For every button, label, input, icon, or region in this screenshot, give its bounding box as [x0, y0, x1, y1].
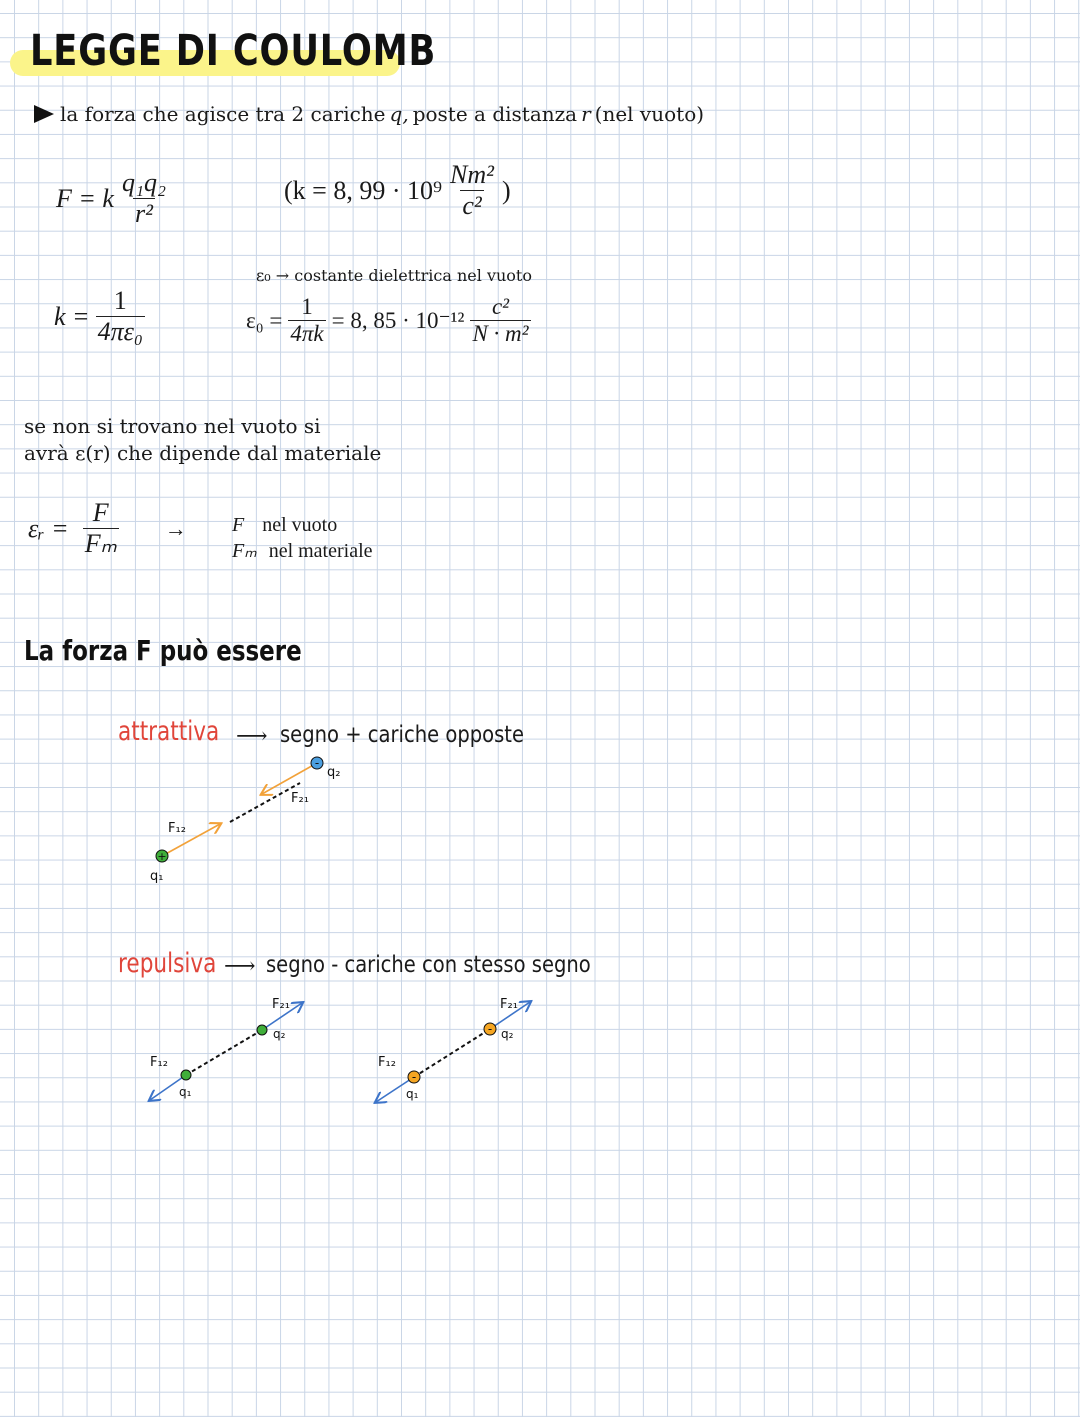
rep-pos-charge-q1 — [181, 1070, 191, 1080]
material-note-line-2: avrà ε(r) che dipende dal materiale — [24, 441, 382, 465]
attr-f21-label: F₂₁ — [291, 791, 309, 806]
rep-pos-q1-label: q₁ — [179, 1085, 192, 1099]
page-title: LEGGE DI COULOMB — [30, 26, 437, 76]
formula-num: q₁q₂ — [121, 168, 167, 197]
eps-units-den: N · m² — [472, 321, 529, 346]
attrattiva-desc: segno + cariche opposte — [280, 722, 524, 748]
rep-neg-q1-sign: - — [411, 1070, 417, 1084]
attr-q2-sign: - — [314, 756, 320, 770]
epsilon-note: ε₀ → costante dielettrica nel vuoto — [256, 266, 532, 285]
intro-text: la forza che agisce tra 2 cariche — [60, 102, 386, 126]
legend-desc-vacuum: nel vuoto — [262, 514, 338, 536]
rep-neg-q1-label: q₁ — [406, 1087, 419, 1101]
k-units-num: Nm² — [450, 160, 494, 189]
rep-neg-f12-label: F₁₂ — [378, 1055, 396, 1070]
eps-num: 1 — [301, 294, 313, 319]
rep-pos-f21-label: F₂₁ — [272, 997, 290, 1012]
attr-q1-sign: + — [157, 850, 167, 863]
force-heading: La forza F può essere — [24, 634, 302, 667]
attr-q2-label: q₂ — [327, 765, 341, 780]
attrattiva-arrow-icon: ⟶ — [236, 724, 268, 749]
rep-pos-charge-q2 — [257, 1025, 267, 1035]
formula-den: r² — [135, 199, 153, 228]
intro-q: q, — [389, 102, 409, 126]
intro-end: (nel vuoto) — [594, 102, 705, 126]
repulsiva-label: repulsiva — [118, 948, 217, 979]
eps-mid: = 8, 85 · 10⁻¹² — [331, 307, 465, 333]
legend-sym-material: Fₘ — [232, 540, 257, 562]
attr-f12-label: F₁₂ — [168, 821, 186, 836]
formula-lhs: F = k — [56, 183, 114, 213]
epsr-den: Fₘ — [84, 529, 117, 558]
k-value-open: (k = 8, 99 · 10⁹ — [284, 175, 443, 205]
eps-den: 4πk — [290, 321, 324, 346]
kdef-den: 4πε₀ — [97, 317, 143, 346]
rep-neg-q2-sign: - — [487, 1022, 493, 1036]
rep-neg-f21-label: F₂₁ — [500, 997, 518, 1012]
intro-r: r — [581, 102, 591, 126]
epsr-arrow: → — [164, 515, 187, 541]
epsr-lhs: εᵣ = — [28, 513, 69, 543]
rep-neg-distance-line — [414, 1029, 490, 1077]
k-value-close: ) — [501, 175, 511, 205]
attr-force-f21 — [262, 763, 317, 794]
repulsive-diagram-negative — [376, 997, 530, 1102]
repulsiva-arrow-icon: ⟶ — [224, 954, 256, 979]
legend-desc-material: nel materiale — [268, 540, 373, 562]
material-note-line-1: se non si trovano nel vuoto si — [24, 414, 321, 438]
kdef-num: 1 — [113, 286, 127, 315]
repulsive-diagram-positive — [150, 997, 302, 1100]
attr-q1-label: q₁ — [150, 869, 164, 884]
intro-mid: poste a distanza — [412, 102, 578, 126]
attrattiva-label: attrattiva — [118, 716, 220, 747]
kdef-lhs: k = — [54, 301, 90, 331]
rep-pos-distance-line — [186, 1030, 262, 1075]
k-units-den: c² — [462, 191, 482, 220]
eps-lhs: ε₀ = — [246, 307, 283, 333]
repulsiva-desc: segno - cariche con stesso segno — [266, 952, 591, 978]
eps-units-num: c² — [491, 294, 510, 319]
attr-distance-line — [230, 783, 300, 822]
rep-pos-f12-label: F₁₂ — [150, 1055, 168, 1070]
epsr-num: F — [92, 498, 109, 527]
attractive-diagram — [150, 756, 340, 884]
rep-pos-q2-label: q₂ — [273, 1027, 286, 1041]
rep-neg-q2-label: q₂ — [501, 1027, 514, 1041]
legend-sym-vacuum: F — [232, 514, 245, 536]
